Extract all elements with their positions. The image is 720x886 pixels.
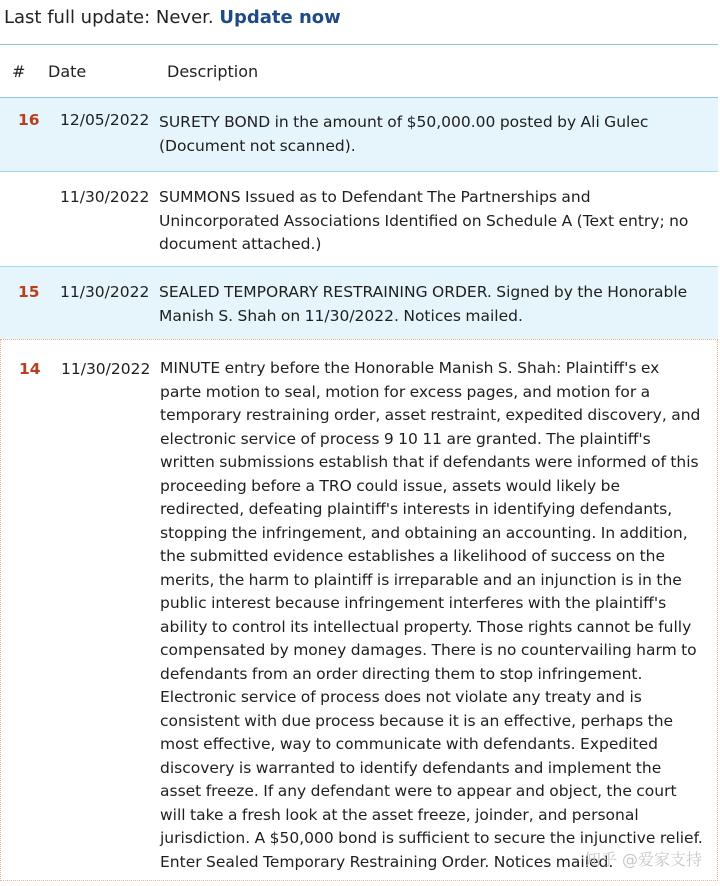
- column-header-date[interactable]: Date: [48, 62, 87, 81]
- docket-entry-summons: [0, 171, 718, 266]
- docket-entry-14: [0, 339, 718, 881]
- docket-table: [0, 44, 718, 881]
- entry-description: SURETY BOND in the amount of $50,000.00 posted by Ali Gulec (Document not scanned).: [159, 113, 649, 155]
- watermark: 知乎 @爱家支持: [584, 850, 702, 869]
- entry-date: 11/30/2022: [60, 283, 150, 301]
- entry-number[interactable]: 16: [18, 111, 40, 129]
- entry-number[interactable]: 14: [19, 360, 41, 378]
- column-header-description[interactable]: Description: [167, 62, 259, 81]
- entry-description: MINUTE entry before the Honorable Manish S. Shah: Plaintiff's ex parte motion to seal, motion for excess pages, and motion for a temporary restraining order, asset restraint, expedited discovery, and electronic service of process 9 10 11 are granted. The plaintiff's written submissions establish that if defendants were informed of this proceeding before a TRO could issue, assets would likely be redirected, defeating plaintiff's interests in identifying defendants, stopping the infringement, and obtaining an accounting. In addition, the submitted evidence establishes a likelihood of success on the merits, the harm to plaintiff is irreparable and an injunction is in the public interest because infringement interferes with the plaintiff's ability to control its intellectual property. Those rights cannot be fully compensated by money damages. There is no countervailing harm to defendants from an order directing them to stop infringement. Electronic service of process does not violate any treaty and is consistent with due process because it is an effective, perhaps the most effective, way to communicate with defendants. Expedited discovery is warranted to identify defendants and implement the asset freeze. If any defendant were to appear and object, the court will take a fresh look at the asset freeze, joinder, and personal jurisdiction. A $50,000 bond is sufficient to secure the injunctive relief. Enter Sealed Temporary Restraining Order. Notices mailed.: [160, 359, 703, 871]
- column-header-number[interactable]: #: [12, 62, 26, 81]
- entry-description: SUMMONS Issued as to Defendant The Partnerships and Unincorporated Associations Identified on Schedule A (Text entry; no document attached.): [159, 188, 689, 253]
- entry-date: 11/30/2022: [60, 188, 150, 206]
- docket-entry-15: [0, 266, 718, 339]
- update-status-bar: [0, 0, 720, 40]
- entry-number[interactable]: 15: [18, 283, 40, 301]
- entry-description: SEALED TEMPORARY RESTRAINING ORDER. Signed by the Honorable Manish S. Shah on 11/30/2022. Notices mailed.: [159, 283, 688, 325]
- entry-date: 12/05/2022: [60, 111, 150, 129]
- table-header: [0, 45, 718, 98]
- docket-entry-16: [0, 98, 718, 171]
- update-now-link[interactable]: Update now: [219, 7, 341, 28]
- update-status-text: Last full update: Never.: [4, 7, 214, 28]
- entry-date: 11/30/2022: [61, 360, 151, 378]
